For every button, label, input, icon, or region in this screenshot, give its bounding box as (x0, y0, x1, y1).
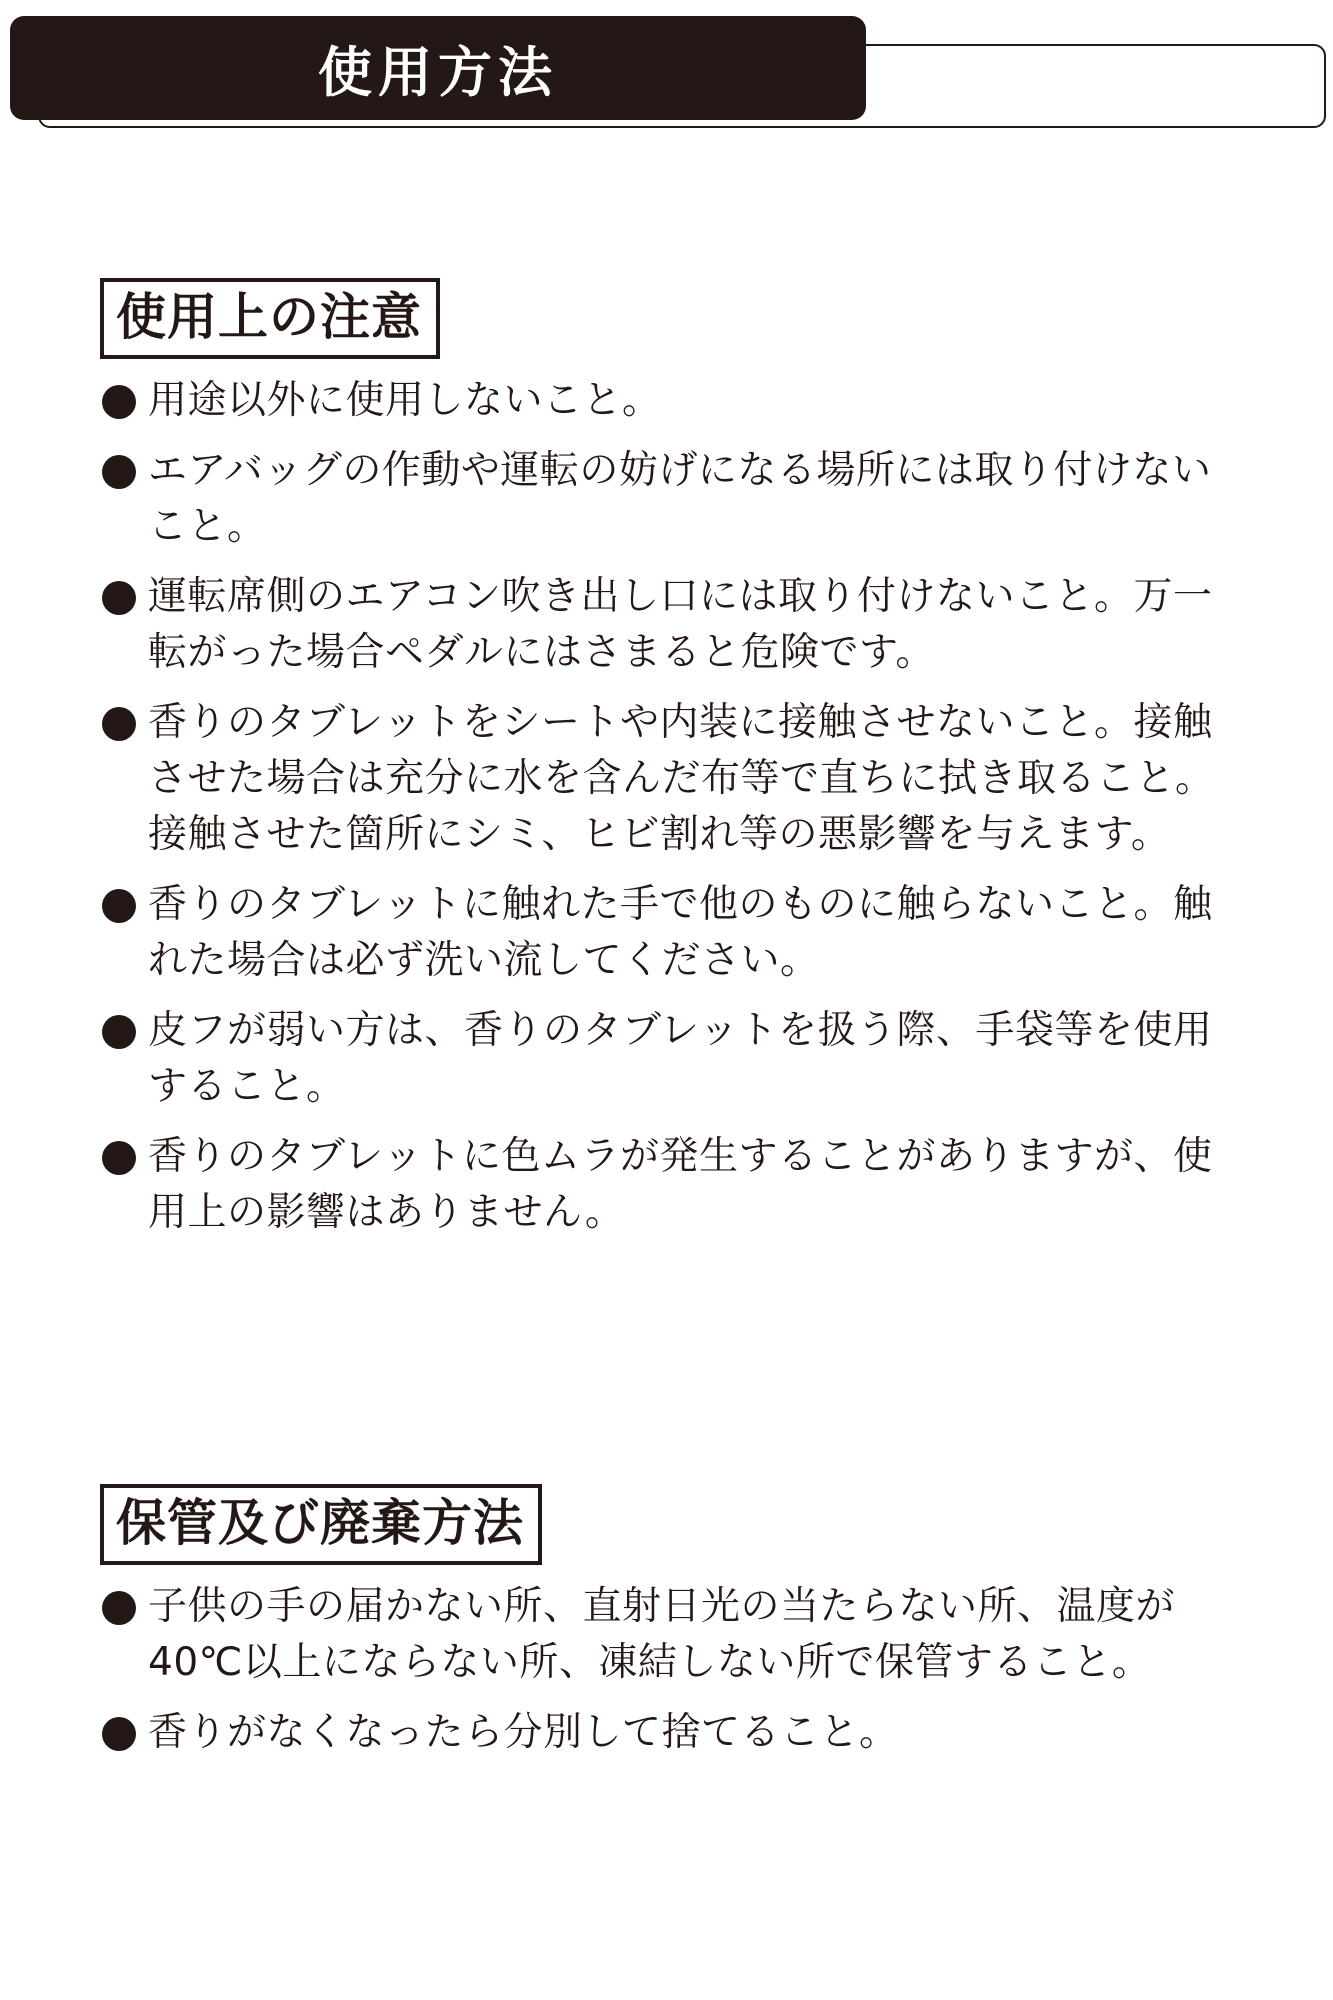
list-item-text: 子供の手の届かない所、直射日光の当たらない所、温度が40℃以上にならない所、凍結しない所で保管すること。 (148, 1584, 1176, 1685)
list-item (100, 373, 1250, 429)
list-item (100, 1705, 1250, 1761)
list-item (100, 877, 1250, 989)
storage-list (100, 1579, 1250, 1761)
section-storage-disposal (100, 1484, 1250, 1775)
title-bar (10, 16, 866, 120)
bullet-icon (102, 455, 136, 489)
section-heading: 保管及び廃棄方法 (100, 1484, 542, 1565)
bullet-icon (102, 581, 136, 615)
list-item-text: 皮フが弱い方は、香りのタブレットを扱う際、手袋等を使用すること。 (148, 1008, 1213, 1109)
list-item-text: エアバッグの作動や運転の妨げになる場所には取り付けないこと。 (148, 448, 1212, 549)
bullet-icon (102, 1717, 136, 1751)
bullet-icon (102, 1141, 136, 1175)
list-item (100, 1129, 1250, 1241)
list-item-text: 香りがなくなったら分別して捨てること。 (148, 1710, 899, 1755)
page-title: 使用方法 (318, 40, 558, 104)
list-item (100, 569, 1250, 681)
list-item-text: 香りのタブレットをシートや内装に接触させないこと。接触させた場合は充分に水を含んだ布等で直ちに拭き取ること。接触させた箇所にシミ、ヒビ割れ等の悪影響を与えます。 (148, 700, 1215, 857)
list-item (100, 443, 1250, 555)
precautions-list (100, 373, 1250, 1241)
list-item (100, 695, 1250, 863)
bullet-icon (102, 1591, 136, 1625)
list-item (100, 1579, 1250, 1691)
list-item-text: 用途以外に使用しないこと。 (148, 378, 662, 423)
list-item-text: 運転席側のエアコン吹き出し口には取り付けないこと。万一転がった場合ペダルにはさまると危険です。 (148, 574, 1213, 675)
list-item-text: 香りのタブレットに色ムラが発生することがありますが、使用上の影響はありません。 (148, 1134, 1213, 1235)
section-heading: 使用上の注意 (100, 278, 440, 359)
bullet-icon (102, 889, 136, 923)
bullet-icon (102, 1015, 136, 1049)
list-item (100, 1003, 1250, 1115)
bullet-icon (102, 385, 136, 419)
list-item-text: 香りのタブレットに触れた手で他のものに触らないこと。触れた場合は必ず洗い流してください。 (148, 882, 1213, 983)
bullet-icon (102, 707, 136, 741)
section-usage-precautions (100, 278, 1250, 1255)
